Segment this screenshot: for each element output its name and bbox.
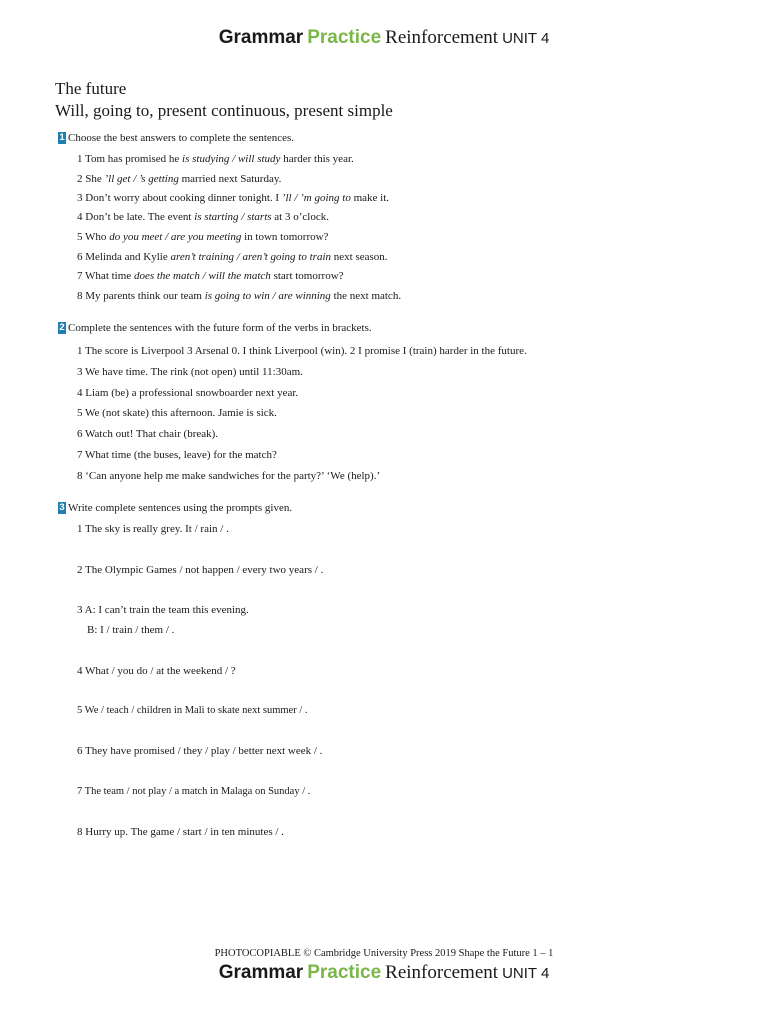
list-item: 4 Don’t be late. The event is starting / starts at 3 o’clock. bbox=[77, 211, 329, 223]
list-item: 2 She ’ll get / ’s getting married next Saturday. bbox=[77, 173, 282, 185]
list-item: 8 My parents think our team is going to win / are winning the next match. bbox=[77, 290, 402, 302]
list-item: 7 The team / not play / a match in Malaga on Sunday / . bbox=[77, 786, 311, 797]
list-item: 3 We have time. The rink (not open) until 11:30am. bbox=[77, 366, 303, 378]
list-item: 2 The Olympic Games / not happen / every two years / . bbox=[77, 564, 324, 576]
list-item: 5 Who do you meet / are you meeting in town tomorrow? bbox=[77, 231, 329, 243]
exercise-instruction: Write complete sentences using the prompts given. bbox=[68, 502, 293, 514]
exercise-instruction: Complete the sentences with the future form of the verbs in brackets. bbox=[68, 322, 372, 334]
header-unit: UNIT 4 bbox=[502, 965, 550, 982]
list-item: 4 Liam (be) a professional snowboarder next year. bbox=[77, 387, 299, 399]
exercise-number-badge: 3 bbox=[59, 502, 65, 514]
header-grammar: Grammar bbox=[218, 27, 304, 48]
list-item: 1 The sky is really grey. It / rain / . bbox=[77, 523, 229, 535]
page-footer: PHOTOCOPIABLE © Cambridge University Press 2019 Shape the Future 1 – 1 bbox=[214, 948, 554, 959]
list-item: 4 What / you do / at the weekend / ? bbox=[77, 665, 236, 677]
header-practice: Practice bbox=[307, 962, 382, 983]
list-item: 7 What time does the match / will the match start tomorrow? bbox=[77, 270, 344, 282]
exercise-instruction: Choose the best answers to complete the sentences. bbox=[68, 132, 295, 144]
exercise-number-badge: 1 bbox=[59, 132, 65, 144]
exercise-3-heading bbox=[58, 502, 292, 514]
page-header bbox=[0, 27, 768, 49]
header-reinforcement: Reinforcement bbox=[385, 962, 499, 983]
list-item: 6 Watch out! That chair (break). bbox=[77, 428, 219, 440]
list-item: 1 Tom has promised he is studying / will study harder this year. bbox=[77, 153, 354, 165]
exercise-2-heading bbox=[58, 322, 372, 334]
list-item: 3 A: I can’t train the team this evening. bbox=[77, 604, 249, 616]
exercise-1-heading bbox=[58, 132, 294, 144]
list-item: 8 Hurry up. The game / start / in ten minutes / . bbox=[77, 826, 284, 838]
list-item: 7 What time (the buses, leave) for the match? bbox=[77, 449, 277, 461]
exercise-number-badge: 2 bbox=[59, 322, 65, 334]
header-reinforcement: Reinforcement bbox=[385, 27, 499, 48]
list-item: 6 Melinda and Kylie aren’t training / aren’t going to train next season. bbox=[77, 251, 388, 263]
page-title: The future bbox=[55, 79, 127, 98]
page-subtitle: Will, going to, present continuous, present simple bbox=[55, 101, 393, 120]
list-item: 5 We / teach / children in Mali to skate next summer / . bbox=[77, 705, 308, 716]
list-item: B: I / train / them / . bbox=[87, 624, 175, 636]
list-item: 3 Don’t worry about cooking dinner tonight. I ’ll / ’m going to make it. bbox=[77, 192, 390, 204]
list-item: 6 They have promised / they / play / better next week / . bbox=[77, 745, 323, 757]
list-item: 5 We (not skate) this afternoon. Jamie is sick. bbox=[77, 407, 277, 419]
list-item: 1 The score is Liverpool 3 Arsenal 0. I think Liverpool (win). 2 I promise I (train) harder in the future. bbox=[77, 345, 527, 357]
list-item: 8 ‘Can anyone help me make sandwiches for the party?’ ‘We (help).’ bbox=[77, 470, 381, 482]
header-unit: UNIT 4 bbox=[502, 30, 550, 47]
header-practice: Practice bbox=[307, 27, 382, 48]
header-grammar: Grammar bbox=[218, 962, 304, 983]
page-header-bottom bbox=[0, 962, 768, 984]
